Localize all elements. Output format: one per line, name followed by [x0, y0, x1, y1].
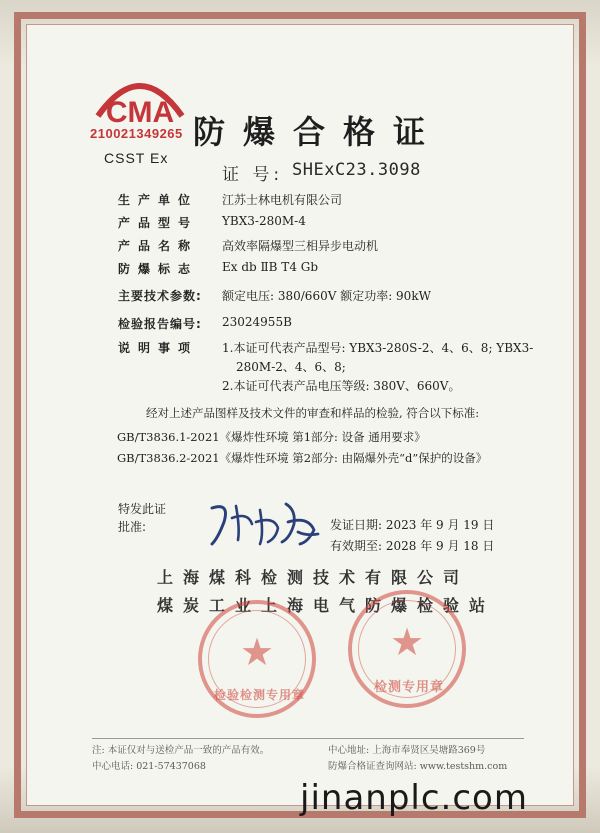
field-value-tech-params: 额定电压: 380/660V 额定功率: 90kW [222, 289, 431, 303]
organization-name: 煤炭工业上海电气防爆检验站 [157, 596, 496, 615]
field-label-tech-params: 主要技术参数: [118, 289, 202, 303]
field-label-notes: 说明事项 [118, 341, 199, 355]
svg-text:CMA: CMA [105, 96, 175, 128]
official-stamp: ★ 检验检测专用章 [198, 600, 316, 718]
footer-note: 注: 本证仅对与送检产品一致的产品有效。 [92, 745, 270, 756]
field-label-model: 产品型号 [118, 216, 199, 230]
field-value-manufacturer: 江苏士林电机有限公司 [222, 193, 343, 207]
valid-until: 有效期至: 2028 年 9 月 18 日 [330, 539, 495, 553]
field-label-ex-marking: 防爆标志 [118, 262, 199, 276]
csst-ex-mark: CSST Ex [104, 150, 169, 166]
field-value-ex-marking: Ex db ⅡB T4 Gb [222, 260, 319, 274]
field-value-notes-line2: 280M-2、4、6、8; [236, 360, 346, 374]
footer-phone: 中心电话: 021-57437068 [92, 761, 206, 772]
standards-intro: 经对上述产品图样及技术文件的审查和样品的检验, 符合以下标准: [146, 406, 480, 420]
stamp-text: 检验检测专用章 [214, 688, 306, 702]
cert-number: SHExC23.3098 [292, 160, 421, 180]
field-label-report-no: 检验报告编号: [118, 317, 202, 331]
issue-date: 发证日期: 2023 年 9 月 19 日 [330, 518, 495, 532]
certificate-title: 防爆合格证 [193, 113, 444, 151]
footer-website: 防爆合格证查询网站: www.testshm.com [328, 761, 508, 772]
standard-item: GB/T3836.2-2021《爆炸性环境 第2部分: 由隔爆外壳“d”保护的设备》 [117, 451, 488, 465]
field-label-product-name: 产品名称 [118, 239, 199, 253]
official-stamp: ★ 检测专用章 [348, 590, 466, 708]
footer-address: 中心地址: 上海市奉贤区吴塘路369号 [328, 745, 486, 756]
watermark-text: jinanplc.com [300, 778, 528, 818]
field-value-notes-line1: 1.本证可代表产品型号: YBX3-280S-2、4、6、8; YBX3- [222, 341, 534, 355]
cma-logo [92, 70, 188, 128]
approve-label: 批准: [118, 520, 147, 534]
field-value-report-no: 23024955B [222, 315, 292, 329]
cert-number-label: 证 号: [222, 165, 284, 185]
handwritten-signature [190, 488, 330, 552]
field-value-notes-line3: 2.本证可代表产品电压等级: 380V、660V。 [222, 379, 461, 393]
footer-divider [92, 738, 524, 739]
special-cert-text: 特发此证 [118, 502, 167, 516]
cma-number: 210021349265 [90, 126, 183, 141]
field-label-manufacturer: 生产单位 [118, 193, 199, 207]
field-value-model: YBX3-280M-4 [222, 214, 306, 228]
stamp-text: 检测专用章 [374, 680, 445, 695]
organization-name: 上海煤科检测技术有限公司 [157, 568, 470, 587]
standard-item: GB/T3836.1-2021《爆炸性环境 第1部分: 设备 通用要求》 [117, 430, 426, 444]
field-value-product-name: 高效率隔爆型三相异步电动机 [222, 239, 379, 253]
